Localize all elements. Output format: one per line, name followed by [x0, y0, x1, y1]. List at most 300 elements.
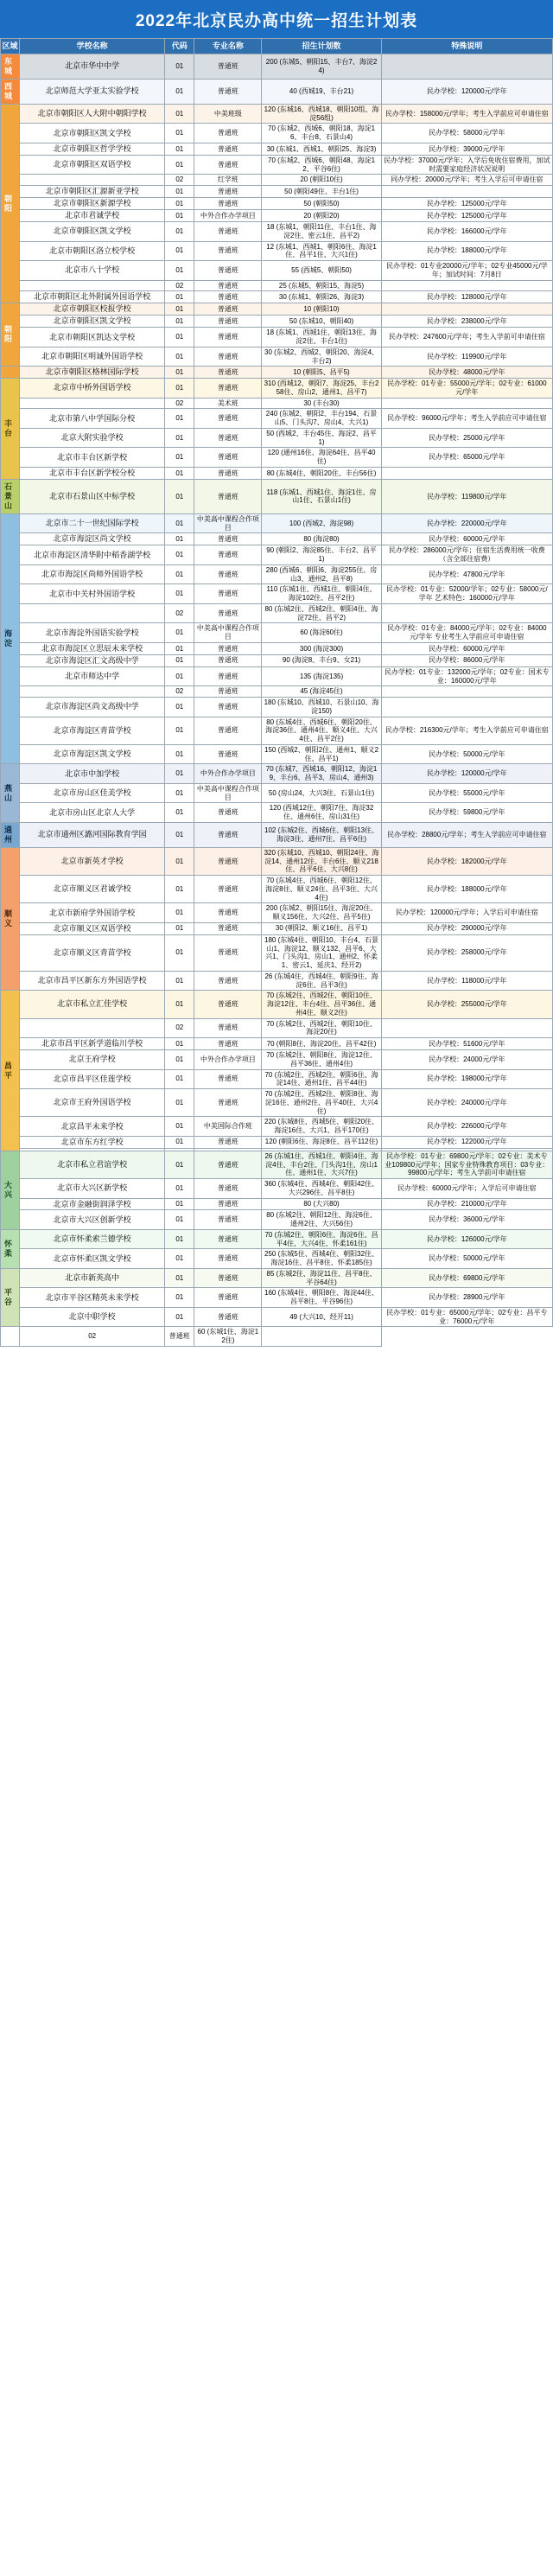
code-cell: 01 — [165, 1038, 194, 1050]
code-cell: 01 — [165, 367, 194, 379]
note-cell: 民办学校：119900元/学年 — [381, 347, 552, 367]
major-cell: 中美高中课程合作项目 — [194, 783, 262, 803]
table-row — [1, 79, 553, 104]
code-cell: 01 — [165, 1151, 194, 1178]
school-name-cell: 北京市海淀区尚文高级中学 — [20, 698, 165, 717]
major-cell: 普通班 — [194, 143, 262, 155]
note-cell: 民办学校：240000元/学年 — [381, 1089, 552, 1117]
district-cell — [1, 822, 20, 847]
table-row — [1, 1069, 553, 1089]
major-cell: 普通班 — [194, 1288, 262, 1308]
school-name-cell: 北京市八十学校 — [20, 261, 165, 281]
note-cell: 民办学校：118000元/学年 — [381, 971, 552, 991]
major-cell: 普通班 — [194, 1038, 262, 1050]
major-cell: 普通班 — [194, 642, 262, 654]
school-name-cell: 北京市君诚学校 — [20, 210, 165, 222]
district-label: 平谷 — [3, 1288, 12, 1308]
plan-cell: 70 (东城2住、西城2住、朝阳10住、海淀20住) — [262, 1018, 381, 1038]
district-cell — [1, 1268, 20, 1327]
note-cell: 民办学校：01专业：132000元/学年；02专业：国术专业：160000元/学年 — [381, 666, 552, 686]
major-cell: 普通班 — [194, 603, 262, 623]
code-cell: 01 — [165, 210, 194, 222]
plan-cell: 280 (西城6、朝阳6、海淀255住、房山3、通州2、昌平8) — [262, 564, 381, 584]
code-cell: 01 — [165, 971, 194, 991]
plan-cell: 70 (东城2、西城6、朝阳18、海淀16、丰台8、石景山4) — [262, 124, 381, 143]
school-name-cell: 北京王府学校 — [20, 1050, 165, 1070]
code-cell: 01 — [165, 903, 194, 923]
table-row — [1, 1288, 553, 1308]
district-label: 朝阳 — [3, 194, 12, 214]
major-cell: 普通班 — [194, 922, 262, 934]
plan-cell: 55 (西城5、朝阳50) — [262, 261, 381, 281]
major-cell: 普通班 — [194, 847, 262, 875]
plan-cell: 20 (朝阳20) — [262, 210, 381, 222]
major-cell: 普通班 — [194, 666, 262, 686]
table-row — [1, 922, 553, 934]
school-name-cell — [20, 398, 165, 409]
plan-cell: 70 (东城2住、西城2住、朝阳6住、海淀14住、通州1住、昌平44住) — [262, 1069, 381, 1089]
plan-cell: 26 (东城4住、西城4住、朝阳9住、海淀6住、昌平3住) — [262, 971, 381, 991]
plan-cell: 360 (东城4住、西城4住、朝阳42住、大兴296住、昌平8住) — [262, 1179, 381, 1199]
note-cell: 民办学校：122000元/学年 — [381, 1136, 552, 1148]
code-cell: 01 — [165, 623, 194, 643]
note-cell: 民办学校：247600元/学年；考生入学前可申请住宿 — [381, 328, 552, 348]
school-name-cell: 北京市私立汇佳学校 — [20, 991, 165, 1018]
school-name-cell: 北京市怀柔索兰德学校 — [20, 1229, 165, 1249]
code-cell: 01 — [165, 143, 194, 155]
table-row — [1, 744, 553, 764]
plan-cell: 220 (东城8住、西城5住、朝阳20住、海淀16住、大兴1、昌平170住) — [262, 1117, 381, 1137]
school-name-cell: 北京市朝阳区凯达文学校 — [20, 328, 165, 348]
code-cell: 01 — [165, 654, 194, 666]
school-name-cell: 北京市中关村外国语学校 — [20, 584, 165, 604]
school-name-cell: 北京市海淀区尚文学校 — [20, 533, 165, 545]
table-row — [1, 104, 553, 124]
table-row — [1, 143, 553, 155]
plan-cell: 150 (西城2、朝阳2住、通州1、顺义2住、昌平1) — [262, 744, 381, 764]
code-cell: 01 — [165, 1089, 194, 1117]
district-label: 西城 — [3, 81, 12, 101]
table-row — [1, 513, 553, 533]
plan-cell: 70 (东城2住、朝阳8住、海淀12住、昌平36住、通州4住) — [262, 1050, 381, 1070]
code-cell: 01 — [165, 1288, 194, 1308]
district-label: 朝阳 — [3, 325, 12, 345]
code-cell: 01 — [165, 303, 194, 316]
col-code: 代码 — [165, 39, 194, 54]
code-cell: 01 — [165, 1117, 194, 1137]
note-cell — [381, 686, 552, 698]
table-row — [1, 186, 553, 198]
note-cell: 民办学校：50000元/学年 — [381, 744, 552, 764]
note-cell: 民办学校：290000元/学年 — [381, 922, 552, 934]
table-row — [1, 1327, 553, 1347]
major-cell: 普通班 — [194, 328, 262, 348]
col-plan: 招生计划数 — [262, 39, 381, 54]
school-name-cell: 北京市海淀区青苗学校 — [20, 717, 165, 744]
district-cell — [1, 367, 20, 379]
table-row — [1, 280, 553, 291]
note-cell: 民办学校：60000元/学年 — [381, 533, 552, 545]
plan-cell: 135 (海淀135) — [262, 666, 381, 686]
note-cell: 民办学校：65000元/学年 — [381, 448, 552, 468]
code-cell: 01 — [165, 1198, 194, 1210]
plan-cell: 120 (通州16住、海淀64住、昌平40住) — [262, 448, 381, 468]
school-name-cell — [20, 280, 165, 291]
plan-cell: 50 (东城10、朝阳40) — [262, 316, 381, 328]
plan-cell: 160 (东城4住、朝阳8住、海淀44住、昌平8住、平谷96住) — [262, 1288, 381, 1308]
major-cell: 普通班 — [194, 1069, 262, 1089]
plan-cell: 120 (西城12住、朝阳7住、海淀32住、通州6住、房山31住) — [262, 803, 381, 823]
major-cell: 普通班 — [194, 1229, 262, 1249]
code-cell: 01 — [165, 922, 194, 934]
note-cell: 民办学校：166000元/学年 — [381, 222, 552, 242]
major-cell: 普通班 — [194, 79, 262, 104]
major-cell: 中美高中课程合作项目 — [194, 623, 262, 643]
plan-cell: 80 (东城2住、朝阳12住、海淀6住、通州2住、大兴56住) — [262, 1210, 381, 1230]
plan-cell: 80 (大兴80) — [262, 1198, 381, 1210]
note-cell: 民办学校：210000元/学年 — [381, 1198, 552, 1210]
district-label: 通州 — [3, 825, 12, 845]
school-name-cell — [20, 175, 165, 186]
code-cell: 01 — [165, 347, 194, 367]
code-cell: 02 — [165, 280, 194, 291]
major-cell: 普通班 — [194, 367, 262, 379]
plan-cell: 60 (东城1住、海淀12住) — [194, 1327, 262, 1347]
table-row — [1, 1117, 553, 1137]
code-cell: 02 — [165, 603, 194, 623]
school-name-cell: 北京市大兴区创新学校 — [20, 1210, 165, 1230]
district-cell — [1, 991, 20, 1151]
code-cell: 01 — [165, 764, 194, 784]
note-cell: 民办学校：188000元/学年 — [381, 241, 552, 261]
table-row — [1, 54, 553, 79]
code-cell: 01 — [165, 467, 194, 479]
major-cell: 普通班 — [194, 448, 262, 468]
plan-cell: 70 (东城4住、西城6住、朝阳12住、海淀8住、顺义24住、昌平3住、大兴4住) — [262, 876, 381, 903]
major-cell: 普通班 — [194, 803, 262, 823]
school-name-cell: 北京市王府外国语学校 — [20, 1089, 165, 1117]
major-cell: 普通班 — [194, 971, 262, 991]
table-row — [1, 210, 553, 222]
page-title: 2022年北京民办高中统一招生计划表 — [135, 11, 418, 30]
plan-cell: 45 (海淀45住) — [262, 686, 381, 698]
code-cell: 01 — [165, 1307, 194, 1327]
code-cell: 01 — [165, 717, 194, 744]
note-cell — [381, 467, 552, 479]
table-row — [1, 398, 553, 409]
plan-cell: 25 (东城5、朝阳15、海淀5) — [262, 280, 381, 291]
table-row — [1, 479, 553, 513]
major-cell: 普通班 — [194, 991, 262, 1018]
plan-cell: 80 (东城4住、朝阳20住、丰台56住) — [262, 467, 381, 479]
plan-cell: 70 (东城2、西城6、朝阳48、海淀12、平谷6住) — [262, 155, 381, 175]
major-cell: 普通班 — [194, 584, 262, 604]
school-name-cell: 北京市通州区潞河国际教育学园 — [20, 822, 165, 847]
school-name-cell: 北京市丰台区新学校分校 — [20, 467, 165, 479]
school-name-cell: 北京市二十一世纪国际学校 — [20, 513, 165, 533]
code-cell: 01 — [165, 448, 194, 468]
major-cell: 中美国际合作班 — [194, 1117, 262, 1137]
plan-cell: 70 (朝阳8住、海淀20住、昌平42住) — [262, 1038, 381, 1050]
district-label: 昌平 — [3, 1061, 12, 1081]
district-cell — [1, 1151, 20, 1229]
code-cell: 01 — [165, 666, 194, 686]
plan-cell: 70 (东城2住、西城2住、朝阳10住、海淀12住、丰台4住、昌平36住、通州4住、顺义2住) — [262, 991, 381, 1018]
major-cell: 中外合作办学项目 — [194, 1050, 262, 1070]
note-cell: 民办学校：36000元/学年 — [381, 1210, 552, 1230]
major-cell: 普通班 — [194, 1198, 262, 1210]
code-cell: 01 — [165, 222, 194, 242]
major-cell: 普通班 — [194, 1307, 262, 1327]
major-cell: 普通班 — [194, 1151, 262, 1178]
school-name-cell: 北京市私立君谊学校 — [20, 1151, 165, 1178]
code-cell: 01 — [165, 584, 194, 604]
district-label: 大兴 — [3, 1180, 12, 1200]
plan-cell: 85 (东城2住、海淀11住、昌平8住、平谷64住) — [262, 1268, 381, 1288]
table-row — [1, 241, 553, 261]
major-cell: 普通班 — [194, 654, 262, 666]
enrollment-table — [0, 38, 553, 1347]
code-cell: 01 — [165, 744, 194, 764]
school-name-cell: 北京市新英才学校 — [20, 847, 165, 875]
plan-cell: 120 (朝阳6住、海淀8住、昌平112住) — [262, 1136, 381, 1148]
table-row — [1, 717, 553, 744]
code-cell: 01 — [165, 1179, 194, 1199]
major-cell: 中美高中课程合作项目 — [194, 513, 262, 533]
note-cell: 民办学校：50000元/学年 — [381, 1249, 552, 1269]
school-name-cell: 北京市朝阳区人大附中朝阳学校 — [20, 104, 165, 124]
school-name-cell: 北京市朝阳区凯文学校 — [20, 124, 165, 143]
note-cell: 民办学校：286000元/学年；住宿生活费用统一收费（含全部住宿费） — [381, 545, 552, 565]
table-row — [1, 1151, 553, 1178]
note-cell: 民办学校：220000元/学年 — [381, 513, 552, 533]
table-row — [1, 1268, 553, 1288]
plan-cell: 12 (东城1、西城1、朝阳6住、海淀1住、昌平1住、大兴1住) — [262, 241, 381, 261]
district-cell — [1, 513, 20, 763]
table-row — [1, 783, 553, 803]
major-cell: 普通班 — [194, 124, 262, 143]
table-row — [1, 1210, 553, 1230]
note-cell: 同办学校：20000元/学年；考生入学后可申请住宿 — [381, 175, 552, 186]
plan-cell: 200 (东城2、朝阳15住、海淀20住、顺义156住、大兴2住、昌平5住) — [262, 903, 381, 923]
table-row — [1, 291, 553, 303]
school-name-cell: 北京市第八中学国际分校 — [20, 409, 165, 429]
table-row — [1, 642, 553, 654]
table-row — [1, 316, 553, 328]
code-cell: 01 — [165, 79, 194, 104]
school-name-cell: 北京市朝阳区北外附属外国语学校 — [20, 291, 165, 303]
school-name-cell: 北京市房山区北京人大学 — [20, 803, 165, 823]
major-cell: 普通班 — [194, 198, 262, 210]
school-name-cell: 北京市朝阳区凯文学校 — [20, 222, 165, 242]
district-label: 燕山 — [3, 783, 12, 803]
note-cell: 民办学校：55000元/学年 — [381, 783, 552, 803]
table-row — [1, 379, 553, 399]
code-cell: 01 — [165, 1229, 194, 1249]
table-row — [1, 124, 553, 143]
district-cell — [1, 104, 20, 303]
table-row — [1, 666, 553, 686]
school-name-cell: 北京中职学校 — [20, 1307, 165, 1327]
code-cell: 01 — [165, 328, 194, 348]
code-cell: 01 — [165, 1069, 194, 1089]
school-name-cell: 北京市华中中学 — [20, 54, 165, 79]
table-row — [1, 222, 553, 242]
school-name-cell: 北京市海淀区清华附中稻香湖学校 — [20, 545, 165, 565]
major-cell: 美术班 — [194, 398, 262, 409]
code-cell: 01 — [165, 1210, 194, 1230]
school-name-cell: 北京市昌平区新东方外国语学校 — [20, 971, 165, 991]
note-cell: 民办学校：120000元/学年 — [381, 79, 552, 104]
note-cell — [381, 603, 552, 623]
major-cell: 普通班 — [194, 186, 262, 198]
major-cell: 普通班 — [194, 428, 262, 448]
note-cell: 民办学校：60000元/学年 — [381, 642, 552, 654]
school-name-cell: 北京市朝阳区明诚外国语学校 — [20, 347, 165, 367]
note-cell: 民办学校：120000元/学年；入学后可申请住宿 — [381, 903, 552, 923]
table-header-row — [1, 39, 553, 54]
note-cell: 民办学校：60000元/学年；入学后可申请住宿 — [381, 1179, 552, 1199]
major-cell: 中美班级 — [194, 104, 262, 124]
major-cell: 普通班 — [194, 1268, 262, 1288]
plan-cell: 10 (朝阳5、昌平5) — [262, 367, 381, 379]
major-cell: 普通班 — [194, 1249, 262, 1269]
plan-cell: 100 (西城2、海淀98) — [262, 513, 381, 533]
note-cell: 民办学校：188000元/学年 — [381, 876, 552, 903]
plan-cell: 80 (东城4住、西城6住、朝阳20住、海淀36住、通州4住、顺义4住、大兴4住、昌平2住) — [262, 717, 381, 744]
table-row — [1, 1249, 553, 1269]
school-name-cell: 北京市顺义区君诚学校 — [20, 876, 165, 903]
col-major: 专业名称 — [194, 39, 262, 54]
district-cell — [1, 54, 20, 79]
code-cell: 01 — [165, 513, 194, 533]
code-cell: 01 — [165, 803, 194, 823]
table-row — [1, 934, 553, 971]
note-cell: 民办学校：37000元/学年；入学后免收住宿费用，加试时需要家庭经济状况说明 — [381, 155, 552, 175]
table-row — [1, 1050, 553, 1070]
code-cell: 01 — [165, 847, 194, 875]
table-row — [1, 467, 553, 479]
table-row — [1, 971, 553, 991]
plan-cell: 18 (东城1、朝阳11住、丰台1住、海淀2住、密云1住、昌平2) — [262, 222, 381, 242]
code-cell: 01 — [165, 545, 194, 565]
code-cell: 01 — [165, 564, 194, 584]
plan-cell: 30 (朝阳2、顺义16住、昌平1) — [262, 922, 381, 934]
table-row — [1, 1018, 553, 1038]
code-cell: 01 — [165, 698, 194, 717]
plan-cell: 50 (朝阳49住、丰台1住) — [262, 186, 381, 198]
code-cell: 01 — [165, 991, 194, 1018]
code-cell: 01 — [165, 316, 194, 328]
major-cell: 普通班 — [194, 241, 262, 261]
district-cell — [1, 303, 20, 367]
plan-cell: 118 (东城1、西城1住、海淀1住、房山1住、石景山1住) — [262, 479, 381, 513]
plan-cell: 310 (西城12、朝阳7、海淀25、丰台258住、房山2、通州1、昌平7) — [262, 379, 381, 399]
note-cell: 民办学校：28900元/学年 — [381, 1288, 552, 1308]
school-name-cell: 北京市朝阳区双语学校 — [20, 155, 165, 175]
table-row — [1, 367, 553, 379]
code-cell: 01 — [165, 104, 194, 124]
code-cell: 01 — [165, 54, 194, 79]
note-cell: 民办学校：47800元/学年 — [381, 564, 552, 584]
plan-cell: 180 (东城10、西城10、石景山10、海淀150) — [262, 698, 381, 717]
note-cell — [381, 54, 552, 79]
district-label: 海淀 — [3, 629, 12, 649]
major-cell: 普通班 — [194, 467, 262, 479]
note-cell: 民办学校：258000元/学年 — [381, 934, 552, 971]
school-name-cell: 北京市海淀区汇文高级中学 — [20, 654, 165, 666]
major-cell: 普通班 — [194, 564, 262, 584]
table-row — [1, 347, 553, 367]
table-row — [1, 584, 553, 604]
school-name-cell: 北京市朝阳区洛立校学校 — [20, 241, 165, 261]
school-name-cell: 北京昌平未来学校 — [20, 1117, 165, 1137]
school-name-cell: 北京市平谷区精英未来学校 — [20, 1288, 165, 1308]
school-name-cell: 北京市朝阳区新源学校 — [20, 198, 165, 210]
note-cell: 民办学校：216300元/学年；考生入学前应可申请住宿 — [381, 717, 552, 744]
code-cell: 01 — [165, 934, 194, 971]
major-cell: 普通班 — [194, 409, 262, 429]
major-cell: 普通班 — [194, 686, 262, 698]
note-cell: 民办学校：226000元/学年 — [381, 1117, 552, 1137]
code-cell: 02 — [165, 175, 194, 186]
plan-cell: 40 (西城19、丰台21) — [262, 79, 381, 104]
note-cell: 民办学校：69800元/学年 — [381, 1268, 552, 1288]
district-cell — [1, 764, 20, 823]
major-cell: 普通班 — [165, 1327, 194, 1347]
plan-cell: 70 (东城2住、朝阳6住、海淀6住、昌平4住、大兴4住、怀柔161住) — [262, 1229, 381, 1249]
plan-cell: 80 (东城2住、西城2住、朝阳4住、海淀72住、昌平2) — [262, 603, 381, 623]
code-cell: 02 — [165, 1018, 194, 1038]
table-row — [1, 545, 553, 565]
code-cell: 01 — [165, 533, 194, 545]
school-name-cell: 北京市顺义区双语学校 — [20, 922, 165, 934]
col-note: 特殊说明 — [381, 39, 552, 54]
note-cell — [381, 280, 552, 291]
table-row — [1, 1089, 553, 1117]
note-cell: 民办学校：39000元/学年 — [381, 143, 552, 155]
school-name-cell: 北京市海淀区凯文学校 — [20, 744, 165, 764]
table-row — [1, 1198, 553, 1210]
col-school: 学校名称 — [20, 39, 165, 54]
note-cell — [381, 1018, 552, 1038]
major-cell: 普通班 — [194, 903, 262, 923]
code-cell: 01 — [165, 124, 194, 143]
table-row — [1, 623, 553, 643]
school-name-cell: 北京市海淀外国语实验学校 — [20, 623, 165, 643]
school-name-cell: 北京市朝阳区校报学校 — [20, 303, 165, 316]
plan-cell: 70 (东城7、西城16、朝阳12、海淀19、丰台6、昌平3、房山4、通州3) — [262, 764, 381, 784]
school-name-cell: 北京市东方红学校 — [20, 1136, 165, 1148]
table-row — [1, 1136, 553, 1148]
code-cell: 01 — [165, 1249, 194, 1269]
note-cell: 民办学校：86000元/学年 — [381, 654, 552, 666]
school-name-cell: 北京市石景山区中标学校 — [20, 479, 165, 513]
note-cell: 民办学校：24000元/学年 — [381, 1050, 552, 1070]
district-label: 东城 — [3, 56, 12, 76]
school-name-cell: 北京市朝阳区哲学学校 — [20, 143, 165, 155]
district-label: 石景山 — [3, 481, 12, 511]
major-cell: 普通班 — [194, 291, 262, 303]
table-row — [1, 198, 553, 210]
major-cell: 普通班 — [194, 698, 262, 717]
table-row — [1, 764, 553, 784]
school-name-cell: 北京市昌平区新学道临川学校 — [20, 1038, 165, 1050]
school-name-cell: 北京市新府学外国语学校 — [20, 903, 165, 923]
school-name-cell: 北京师范大学亚太实验学校 — [20, 79, 165, 104]
plan-cell: 30 (东城2、西城2、朝阳20、海淀4、丰台2) — [262, 347, 381, 367]
table-row — [1, 686, 553, 698]
